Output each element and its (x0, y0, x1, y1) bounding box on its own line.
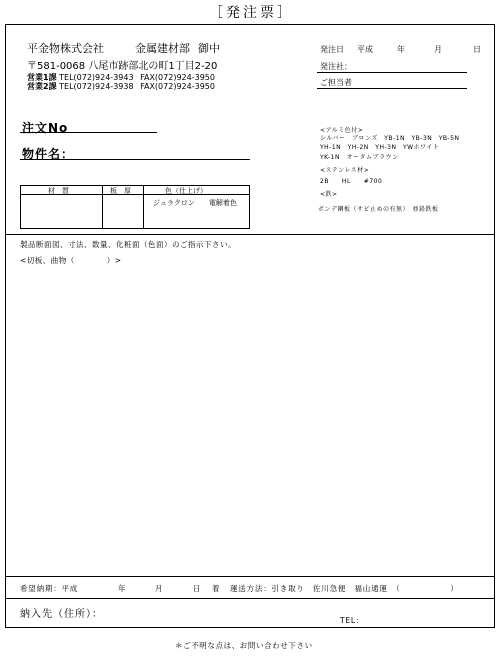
inquiry-note: ＊ご不明な点は、お問い合わせ下さい (175, 641, 313, 650)
sales-tel: TEL(072)924-3943 (59, 73, 134, 82)
sales-fax: FAX(072)924-3950 (140, 82, 215, 91)
sales-row-2 (27, 82, 215, 91)
order-date-label: 発注日 (320, 45, 344, 54)
stainless-finishes: 2B HL #700 (320, 178, 383, 185)
sales-tel: TEL(072)924-3938 (59, 82, 134, 91)
sales-row-1 (27, 73, 215, 82)
sales-fax: FAX(072)924-3950 (140, 73, 215, 82)
delivery-date-label: 希望納期：平成 (20, 584, 79, 593)
footer-divider (5, 576, 495, 577)
thickness-header: 板 厚 (110, 187, 131, 195)
aluminum-colors-1: シルバー ブロンズ YB-1N YB-3N YB-5N (320, 135, 460, 142)
sales-dept-name: 営業2課 (27, 82, 57, 91)
order-date-day: 日 (473, 45, 481, 54)
order-no-underline (20, 132, 157, 133)
header-divider (5, 234, 495, 235)
tel-label: TEL： (340, 616, 365, 625)
orderer-underline (317, 72, 467, 73)
delivery-year: 年 (118, 584, 127, 593)
order-date-era: 平成 (357, 45, 373, 54)
company-name: 平金物株式会社 (27, 42, 104, 55)
delivery-day: 日 (193, 584, 202, 593)
person-label: ご担当者 (320, 78, 352, 87)
steel-options: ボンデ鋼板（サビ止めの有無） 亜鉛鉄板 (318, 206, 439, 213)
aluminum-colors-3: YK-1N オータムブラウン (320, 154, 399, 161)
delivery-month: 月 (155, 584, 164, 593)
order-date-month: 月 (434, 45, 442, 54)
transport-method: 運送方法：引き取り 佐川急便 福山通運 （ ） (230, 584, 459, 593)
person-underline (317, 88, 467, 89)
color-header: 色（仕上げ） (165, 187, 207, 195)
project-name-underline (20, 159, 250, 160)
aluminum-colors-2: YH-1N YH-2N YH-3N YWホワイト (320, 144, 440, 151)
steel-title: <鉄> (320, 191, 338, 198)
orderer-label: 発注社： (320, 62, 352, 71)
department-name: 金属建材部 (135, 42, 190, 55)
cut-bent-note: <切板、曲物（ ）> (20, 256, 122, 265)
material-table-col-rule (143, 185, 144, 229)
order-date-year: 年 (397, 45, 405, 54)
aluminum-title: <アルミ色付> (320, 127, 364, 134)
stainless-title: <ステンレス材> (320, 167, 370, 174)
material-table-col-rule (102, 185, 103, 229)
honorific: 御中 (198, 42, 220, 55)
material-header: 材 質 (48, 187, 69, 195)
footer-section-rule (5, 598, 495, 599)
sales-dept-name: 営業1課 (27, 73, 57, 82)
form-title: ［発注票］ (209, 5, 294, 21)
finish-options: ジュラクロン 電解着色 (153, 199, 237, 207)
company-address: 〒581-0068 八尾市跡部北の町1丁目2-20 (27, 61, 218, 72)
order-no-label: 注文No (22, 121, 69, 135)
destination-label: 納入先（住所）： (20, 609, 103, 620)
order-form (5, 24, 495, 628)
delivery-arrival: 着 (212, 584, 221, 593)
project-name-label: 物件名： (22, 147, 75, 161)
instruction-text: 製品断面図、寸法、数量、化粧面（色面）のご指示下さい。 (20, 240, 236, 249)
